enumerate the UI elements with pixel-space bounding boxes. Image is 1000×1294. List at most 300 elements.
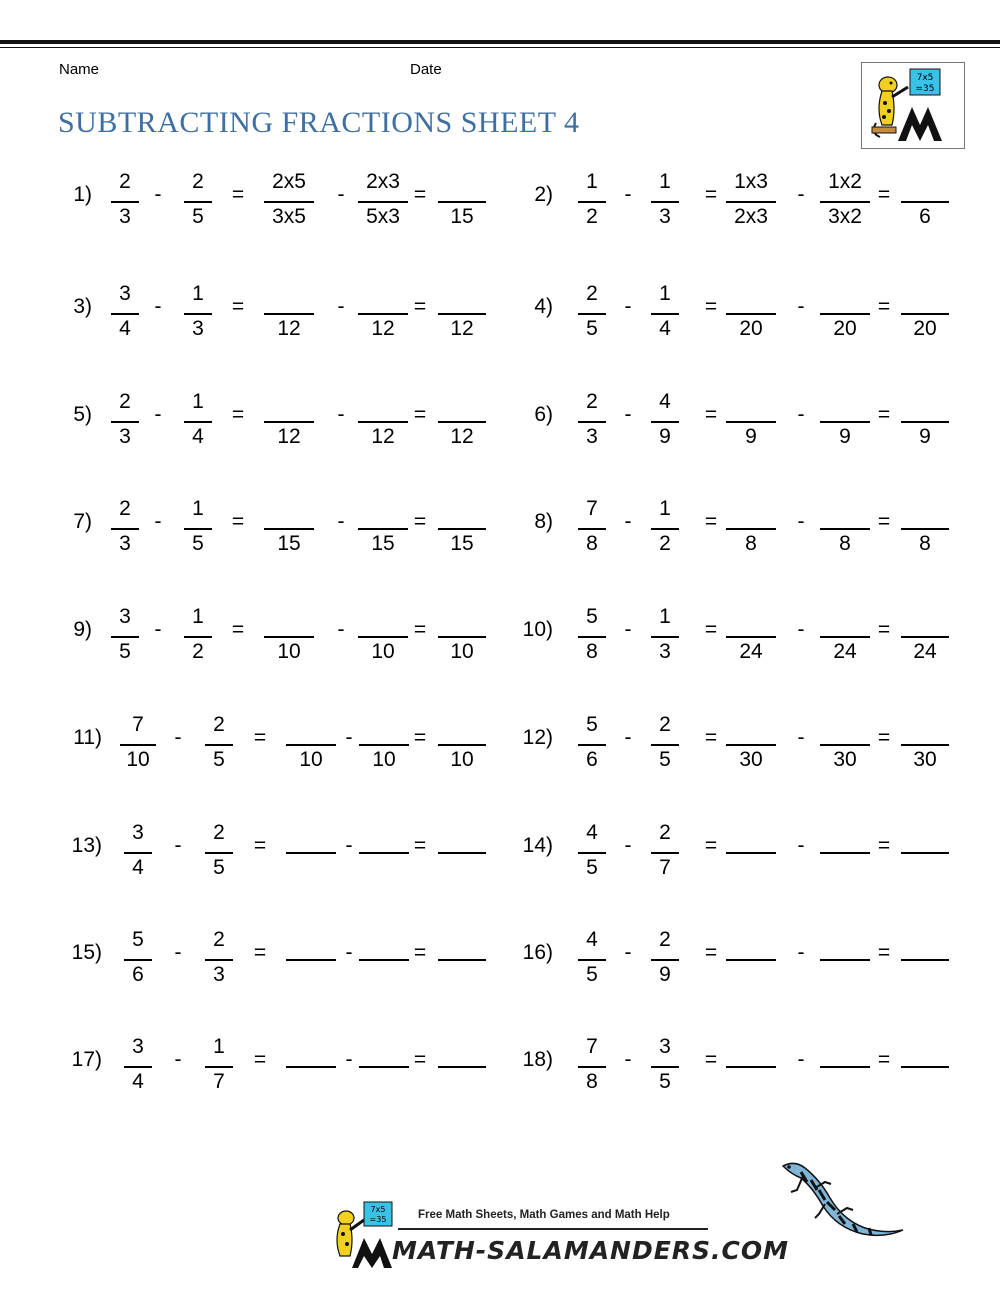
fraction-bar — [820, 421, 870, 423]
minus-sign: - — [337, 510, 345, 533]
top-rule-thick — [0, 40, 1000, 44]
fraction-bar — [901, 852, 949, 854]
fraction-bar — [651, 201, 679, 203]
fraction-bar — [726, 313, 776, 315]
fraction-numerator: 1 — [586, 170, 598, 193]
equals-sign: = — [231, 403, 245, 426]
fraction-bar — [184, 421, 212, 423]
fraction-denominator: 3 — [659, 205, 671, 228]
fraction-numerator: 1 — [192, 282, 204, 305]
fraction-bar — [205, 1066, 233, 1068]
fraction-numerator: 2 — [659, 821, 671, 844]
fraction-denominator: 3 — [213, 963, 225, 986]
fraction-bar — [438, 744, 486, 746]
fraction-bar — [651, 313, 679, 315]
fraction-bar — [359, 852, 409, 854]
fraction-numerator: 2 — [213, 713, 225, 736]
fraction-bar — [359, 744, 409, 746]
fraction-numerator: 4 — [586, 928, 598, 951]
equals-sign: = — [413, 510, 427, 533]
fraction-denominator: 5 — [213, 748, 225, 771]
fraction-numerator: 2 — [586, 282, 598, 305]
fraction-bar — [286, 1066, 336, 1068]
minus-sign: - — [797, 941, 805, 964]
fraction-denominator: 2 — [659, 532, 671, 555]
minus-sign: - — [337, 403, 345, 426]
equals-sign: = — [704, 618, 718, 641]
fraction-bar — [726, 959, 776, 961]
equals-sign: = — [413, 834, 427, 857]
fraction-denominator: 15 — [371, 532, 395, 555]
fraction-denominator: 30 — [739, 748, 763, 771]
minus-sign: - — [174, 941, 182, 964]
fraction-bar — [726, 1066, 776, 1068]
fraction-denominator: 4 — [192, 425, 204, 448]
problem-number: 4) — [534, 295, 553, 318]
fraction-denominator: 24 — [833, 640, 857, 663]
fraction-bar — [264, 201, 314, 203]
fraction-denominator: 5 — [192, 532, 204, 555]
minus-sign: - — [797, 295, 805, 318]
fraction-denominator: 2 — [586, 205, 598, 228]
problem-number: 15) — [71, 941, 102, 964]
fraction-bar — [578, 852, 606, 854]
fraction-denominator: 20 — [833, 317, 857, 340]
fraction-denominator: 9 — [659, 425, 671, 448]
minus-sign: - — [337, 618, 345, 641]
fraction-denominator: 3x2 — [828, 205, 862, 228]
fraction-bar — [820, 201, 870, 203]
fraction-bar — [578, 528, 606, 530]
fraction-bar — [578, 959, 606, 961]
fraction-denominator: 10 — [126, 748, 150, 771]
fraction-bar — [901, 959, 949, 961]
fraction-bar — [820, 528, 870, 530]
fraction-numerator: 4 — [586, 821, 598, 844]
minus-sign: - — [345, 834, 353, 857]
equals-sign: = — [704, 403, 718, 426]
equals-sign: = — [253, 1048, 267, 1071]
fraction-bar — [438, 1066, 486, 1068]
fraction-denominator: 7 — [659, 856, 671, 879]
fraction-denominator: 20 — [913, 317, 937, 340]
fraction-denominator: 10 — [450, 748, 474, 771]
fraction-bar — [820, 313, 870, 315]
equals-sign: = — [413, 618, 427, 641]
fraction-denominator: 3 — [586, 425, 598, 448]
minus-sign: - — [174, 834, 182, 857]
equals-sign: = — [413, 941, 427, 964]
fraction-bar — [901, 421, 949, 423]
minus-sign: - — [345, 726, 353, 749]
fraction-bar — [726, 201, 776, 203]
fraction-denominator: 15 — [450, 532, 474, 555]
fraction-bar — [205, 852, 233, 854]
minus-sign: - — [337, 295, 345, 318]
minus-sign: - — [797, 510, 805, 533]
fraction-numerator: 1 — [213, 1035, 225, 1058]
fraction-numerator: 2 — [213, 821, 225, 844]
problem-number: 13) — [71, 834, 102, 857]
problem-number: 18) — [522, 1048, 553, 1071]
minus-sign: - — [797, 1048, 805, 1071]
fraction-denominator: 12 — [371, 425, 395, 448]
fraction-numerator: 2 — [119, 497, 131, 520]
fraction-numerator: 3 — [132, 821, 144, 844]
minus-sign: - — [624, 510, 632, 533]
problem-number: 6) — [534, 403, 553, 426]
fraction-bar — [726, 636, 776, 638]
fraction-bar — [438, 636, 486, 638]
fraction-bar — [124, 1066, 152, 1068]
minus-sign: - — [345, 1048, 353, 1071]
fraction-numerator[interactable]: 1x3 — [734, 170, 768, 193]
fraction-numerator: 7 — [132, 713, 144, 736]
fraction-bar — [651, 528, 679, 530]
fraction-bar — [205, 744, 233, 746]
fraction-bar — [358, 528, 408, 530]
minus-sign: - — [624, 1048, 632, 1071]
fraction-bar — [359, 959, 409, 961]
header-logo — [861, 62, 965, 149]
fraction-denominator: 3 — [119, 532, 131, 555]
footer-rule — [398, 1228, 708, 1230]
fraction-bar — [901, 1066, 949, 1068]
fraction-numerator: 4 — [659, 390, 671, 413]
fraction-numerator: 1 — [659, 497, 671, 520]
fraction-numerator: 2 — [586, 390, 598, 413]
fraction-numerator: 2 — [192, 170, 204, 193]
equals-sign: = — [877, 618, 891, 641]
problem-number: 10) — [522, 618, 553, 641]
fraction-denominator: 5 — [659, 748, 671, 771]
fraction-bar — [726, 528, 776, 530]
minus-sign: - — [624, 834, 632, 857]
minus-sign: - — [797, 183, 805, 206]
problem-number: 3) — [73, 295, 92, 318]
fraction-bar — [358, 201, 408, 203]
fraction-bar — [901, 201, 949, 203]
fraction-denominator: 5 — [586, 963, 598, 986]
fraction-numerator: 3 — [659, 1035, 671, 1058]
problem-number: 11) — [73, 726, 102, 749]
minus-sign: - — [154, 295, 162, 318]
fraction-bar — [578, 313, 606, 315]
fraction-denominator: 9 — [839, 425, 851, 448]
problem-number: 8) — [534, 510, 553, 533]
minus-sign: - — [624, 618, 632, 641]
problem-number: 2) — [534, 183, 553, 206]
fraction-bar — [726, 744, 776, 746]
minus-sign: - — [624, 295, 632, 318]
equals-sign: = — [704, 726, 718, 749]
fraction-denominator: 4 — [132, 856, 144, 879]
fraction-denominator: 8 — [745, 532, 757, 555]
fraction-denominator: 6 — [132, 963, 144, 986]
problem-number: 12) — [522, 726, 553, 749]
fraction-denominator: 3x5 — [272, 205, 306, 228]
fraction-bar — [578, 744, 606, 746]
fraction-numerator: 1 — [192, 605, 204, 628]
equals-sign: = — [231, 618, 245, 641]
minus-sign: - — [174, 726, 182, 749]
minus-sign: - — [624, 183, 632, 206]
fraction-denominator: 10 — [277, 640, 301, 663]
fraction-bar — [438, 528, 486, 530]
fraction-denominator: 8 — [586, 1070, 598, 1093]
fraction-bar — [286, 959, 336, 961]
fraction-numerator[interactable]: 1x2 — [828, 170, 862, 193]
footer-site-name: MATH-SALAMANDERS.COM — [392, 1236, 790, 1265]
logo-sign-line1: 7x5 — [916, 73, 934, 83]
name-label: Name — [59, 61, 100, 78]
footer-sign-line1: 7x5 — [370, 1205, 386, 1214]
equals-sign: = — [704, 295, 718, 318]
fraction-numerator: 1 — [659, 282, 671, 305]
fraction-bar — [111, 313, 139, 315]
fraction-bar — [651, 1066, 679, 1068]
equals-sign: = — [877, 295, 891, 318]
equals-sign: = — [253, 834, 267, 857]
fraction-numerator: 7 — [586, 497, 598, 520]
salamander-teacher-icon — [862, 63, 964, 148]
fraction-denominator: 12 — [277, 425, 301, 448]
fraction-numerator: 5 — [586, 713, 598, 736]
fraction-denominator: 6 — [919, 205, 931, 228]
fraction-bar — [286, 744, 336, 746]
equals-sign: = — [413, 295, 427, 318]
equals-sign: = — [704, 183, 718, 206]
fraction-denominator: 3 — [192, 317, 204, 340]
fraction-denominator: 7 — [213, 1070, 225, 1093]
fraction-denominator: 24 — [913, 640, 937, 663]
fraction-numerator: 2 — [659, 713, 671, 736]
equals-sign: = — [413, 726, 427, 749]
fraction-bar — [124, 852, 152, 854]
fraction-denominator: 5 — [119, 640, 131, 663]
equals-sign: = — [231, 183, 245, 206]
fraction-bar — [111, 421, 139, 423]
equals-sign: = — [253, 941, 267, 964]
fraction-denominator: 5 — [659, 1070, 671, 1093]
fraction-numerator: 2 — [119, 390, 131, 413]
fraction-bar — [578, 1066, 606, 1068]
minus-sign: - — [797, 618, 805, 641]
fraction-bar — [184, 528, 212, 530]
fraction-bar — [286, 852, 336, 854]
fraction-denominator: 8 — [919, 532, 931, 555]
fraction-denominator: 6 — [586, 748, 598, 771]
page-title: SUBTRACTING FRACTIONS SHEET 4 — [58, 106, 580, 139]
equals-sign: = — [877, 834, 891, 857]
fraction-bar — [184, 313, 212, 315]
fraction-denominator: 10 — [450, 640, 474, 663]
fraction-bar — [358, 421, 408, 423]
fraction-numerator: 1 — [192, 497, 204, 520]
problem-number: 14) — [522, 834, 553, 857]
fraction-numerator[interactable]: 2x5 — [272, 170, 306, 193]
fraction-bar — [264, 528, 314, 530]
fraction-bar — [438, 852, 486, 854]
equals-sign: = — [877, 1048, 891, 1071]
fraction-bar — [651, 744, 679, 746]
fraction-numerator: 5 — [586, 605, 598, 628]
footer-tagline: Free Math Sheets, Math Games and Math Help — [418, 1209, 670, 1221]
minus-sign: - — [624, 726, 632, 749]
fraction-denominator: 24 — [739, 640, 763, 663]
equals-sign: = — [413, 183, 427, 206]
minus-sign: - — [154, 183, 162, 206]
fraction-denominator: 10 — [372, 748, 396, 771]
fraction-bar — [264, 313, 314, 315]
fraction-denominator: 2 — [192, 640, 204, 663]
fraction-denominator: 15 — [277, 532, 301, 555]
minus-sign: - — [174, 1048, 182, 1071]
equals-sign: = — [413, 403, 427, 426]
equals-sign: = — [877, 183, 891, 206]
fraction-numerator: 7 — [586, 1035, 598, 1058]
fraction-numerator: 1 — [659, 605, 671, 628]
equals-sign: = — [704, 834, 718, 857]
fraction-denominator: 9 — [919, 425, 931, 448]
minus-sign: - — [797, 726, 805, 749]
fraction-denominator: 12 — [450, 425, 474, 448]
fraction-numerator[interactable]: 2x3 — [366, 170, 400, 193]
fraction-denominator: 9 — [745, 425, 757, 448]
fraction-denominator: 4 — [132, 1070, 144, 1093]
fraction-denominator: 4 — [659, 317, 671, 340]
footer-logo-icon — [326, 1200, 398, 1270]
fraction-bar — [901, 636, 949, 638]
fraction-denominator: 30 — [913, 748, 937, 771]
equals-sign: = — [877, 941, 891, 964]
minus-sign: - — [624, 941, 632, 964]
fraction-bar — [820, 1066, 870, 1068]
fraction-bar — [111, 201, 139, 203]
fraction-bar — [901, 528, 949, 530]
fraction-denominator: 2x3 — [734, 205, 768, 228]
fraction-numerator: 3 — [132, 1035, 144, 1058]
fraction-bar — [820, 744, 870, 746]
equals-sign: = — [231, 510, 245, 533]
fraction-denominator: 5x3 — [366, 205, 400, 228]
fraction-bar — [820, 852, 870, 854]
equals-sign: = — [877, 510, 891, 533]
fraction-bar — [651, 959, 679, 961]
fraction-numerator: 2 — [659, 928, 671, 951]
problem-number: 16) — [522, 941, 553, 964]
fraction-bar — [358, 313, 408, 315]
minus-sign: - — [624, 403, 632, 426]
problem-number: 9) — [73, 618, 92, 641]
equals-sign: = — [704, 941, 718, 964]
equals-sign: = — [253, 726, 267, 749]
fraction-bar — [726, 852, 776, 854]
fraction-denominator: 8 — [586, 640, 598, 663]
fraction-denominator: 3 — [659, 640, 671, 663]
fraction-denominator: 8 — [586, 532, 598, 555]
fraction-bar — [184, 201, 212, 203]
equals-sign: = — [877, 726, 891, 749]
fraction-denominator: 3 — [119, 205, 131, 228]
problem-number: 1) — [73, 183, 92, 206]
problem-number: 17) — [71, 1048, 102, 1071]
equals-sign: = — [704, 1048, 718, 1071]
fraction-denominator: 5 — [586, 317, 598, 340]
fraction-bar — [651, 852, 679, 854]
fraction-bar — [578, 636, 606, 638]
fraction-bar — [124, 959, 152, 961]
fraction-bar — [726, 421, 776, 423]
equals-sign: = — [231, 295, 245, 318]
fraction-denominator: 30 — [833, 748, 857, 771]
fraction-denominator: 5 — [192, 205, 204, 228]
minus-sign: - — [154, 618, 162, 641]
fraction-denominator: 12 — [450, 317, 474, 340]
fraction-denominator: 5 — [213, 856, 225, 879]
fraction-bar — [651, 636, 679, 638]
top-rule-thin — [0, 47, 1000, 48]
fraction-denominator: 10 — [371, 640, 395, 663]
equals-sign: = — [704, 510, 718, 533]
fraction-numerator: 5 — [132, 928, 144, 951]
fraction-denominator: 15 — [450, 205, 474, 228]
fraction-bar — [578, 201, 606, 203]
fraction-bar — [820, 636, 870, 638]
fraction-bar — [111, 528, 139, 530]
fraction-denominator: 5 — [586, 856, 598, 879]
equals-sign: = — [413, 1048, 427, 1071]
fraction-bar — [578, 421, 606, 423]
problem-number: 5) — [73, 403, 92, 426]
salamander-icon — [775, 1158, 910, 1238]
fraction-numerator: 1 — [659, 170, 671, 193]
fraction-bar — [358, 636, 408, 638]
logo-sign-line2: =35 — [915, 84, 935, 94]
fraction-numerator: 1 — [192, 390, 204, 413]
fraction-denominator: 20 — [739, 317, 763, 340]
minus-sign: - — [154, 403, 162, 426]
fraction-denominator: 12 — [277, 317, 301, 340]
minus-sign: - — [797, 834, 805, 857]
minus-sign: - — [337, 183, 345, 206]
fraction-bar — [438, 959, 486, 961]
fraction-numerator: 3 — [119, 605, 131, 628]
fraction-numerator: 3 — [119, 282, 131, 305]
fraction-denominator: 9 — [659, 963, 671, 986]
fraction-bar — [438, 201, 486, 203]
minus-sign: - — [797, 403, 805, 426]
fraction-bar — [438, 421, 486, 423]
fraction-bar — [438, 313, 486, 315]
fraction-bar — [651, 421, 679, 423]
minus-sign: - — [154, 510, 162, 533]
fraction-bar — [205, 959, 233, 961]
equals-sign: = — [877, 403, 891, 426]
fraction-bar — [120, 744, 156, 746]
fraction-denominator: 4 — [119, 317, 131, 340]
minus-sign: - — [345, 941, 353, 964]
fraction-bar — [359, 1066, 409, 1068]
fraction-bar — [901, 313, 949, 315]
fraction-bar — [820, 959, 870, 961]
date-label: Date — [410, 61, 442, 78]
fraction-denominator: 10 — [299, 748, 323, 771]
footer-sign-line2: =35 — [369, 1215, 387, 1224]
fraction-numerator: 2 — [119, 170, 131, 193]
fraction-bar — [264, 636, 314, 638]
fraction-bar — [901, 744, 949, 746]
